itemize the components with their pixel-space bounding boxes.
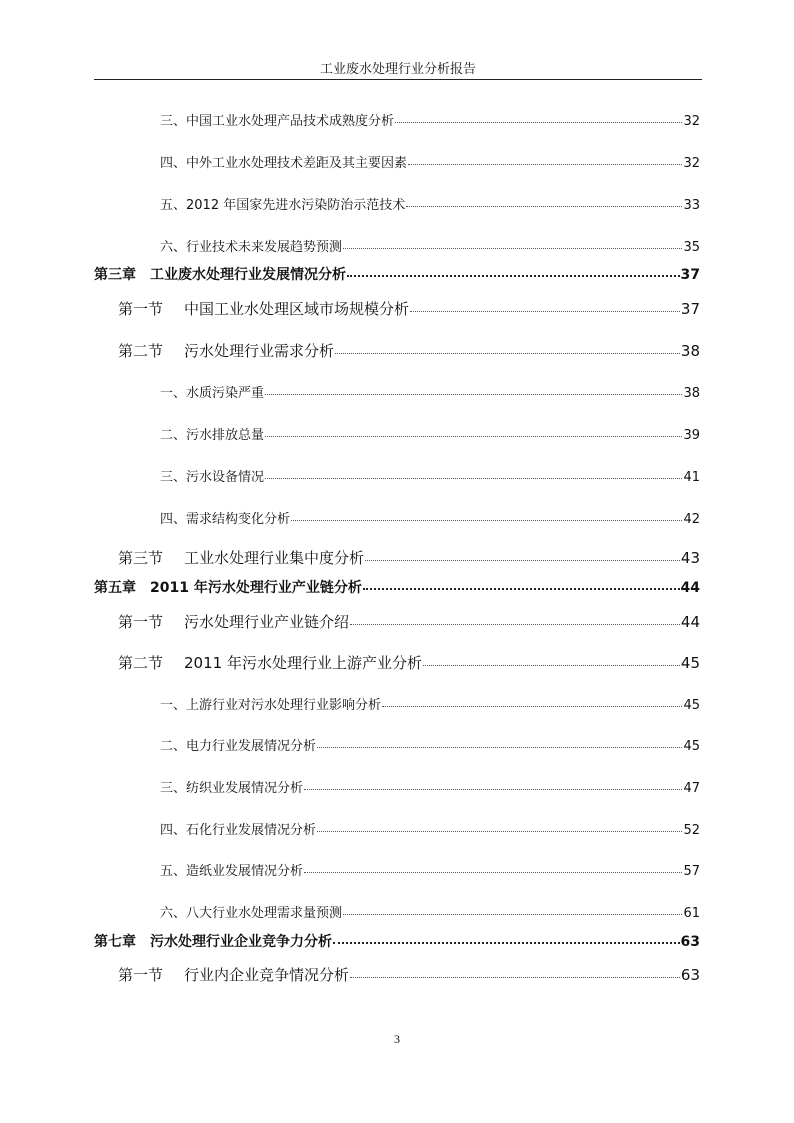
toc-entry-page: 43 [680,549,700,567]
toc-entry-page: 42 [683,512,700,527]
toc-entry-prefix: 四、 [160,512,187,527]
toc-dot-leader [423,665,680,666]
toc-entry-item[interactable] [160,236,700,255]
toc-entry-page: 63 [680,966,700,984]
toc-dot-leader [347,275,680,277]
toc-entry-text [160,466,264,485]
toc-dot-leader [408,164,682,165]
toc-entry-page: 32 [683,114,700,129]
toc-dot-leader [333,942,680,944]
toc-entry-text [160,694,381,713]
toc-entry-prefix: 六、 [160,240,187,255]
toc-entry-item[interactable] [160,110,700,129]
toc-entry-title: 工业废水处理行业发展情况分析 [150,267,346,283]
toc-entry-title: 污水设备情况 [186,470,265,485]
toc-entry-title: 需求结构变化分析 [186,512,291,527]
toc-entry-prefix: 第二节 [118,654,164,672]
toc-entry-prefix: 第五章 [94,580,136,596]
toc-entry-item[interactable] [160,466,700,485]
toc-entry-item[interactable] [160,777,700,796]
toc-dot-leader [406,206,682,207]
toc-dot-leader [335,353,680,354]
toc-entry-item[interactable] [160,819,700,838]
toc-dot-leader [304,789,682,790]
toc-entry-prefix: 第一节 [118,966,164,984]
toc-dot-leader [317,831,682,832]
toc-entry-page: 33 [683,198,700,213]
toc-entry-title: 中国工业水处理产品技术成熟度分析 [186,114,395,129]
toc-dot-leader [343,914,682,915]
toc-entry-page: 47 [683,781,700,796]
toc-entry-item[interactable] [160,194,700,213]
toc-entry-prefix: 一、 [160,698,187,713]
toc-entry-title: 行业内企业竞争情况分析 [184,966,350,984]
toc-entry-section[interactable] [118,611,700,632]
toc-entry-title: 行业技术未来发展趋势预测 [186,240,343,255]
toc-entry-chapter[interactable] [94,577,700,597]
toc-entry-prefix: 三、 [160,470,187,485]
toc-entry-page: 44 [680,580,700,596]
toc-entry-item[interactable] [160,424,700,443]
toc-entry-text [160,424,264,443]
toc-entry-title: 纺织业发展情况分析 [186,781,304,796]
toc-entry-section[interactable] [118,340,700,361]
toc-entry-page: 57 [683,864,700,879]
toc-entry-section[interactable] [118,547,700,568]
toc-entry-text [160,735,316,754]
toc-entry-text [118,964,349,985]
toc-entry-text [160,860,303,879]
toc-entry-page: 32 [683,156,700,171]
toc-entry-prefix: 二、 [160,428,187,443]
toc-dot-leader [365,560,680,561]
toc-dot-leader [317,747,682,748]
toc-dot-leader [304,872,682,873]
toc-entry-title: 水质污染严重 [186,386,265,401]
toc-entry-chapter[interactable] [94,931,700,951]
toc-entry-text [118,298,409,319]
toc-entry-page: 61 [683,906,700,921]
toc-entry-text [94,577,362,597]
toc-entry-title: 石化行业发展情况分析 [186,823,317,838]
toc-entry-text [160,508,290,527]
toc-entry-prefix: 四、 [160,156,187,171]
toc-entry-page: 38 [683,386,700,401]
toc-entry-text [118,547,364,568]
toc-entry-title: 造纸业发展情况分析 [186,864,304,879]
toc-entry-chapter[interactable] [94,264,700,284]
toc-dot-leader [395,122,682,123]
toc-entry-title: 八大行业水处理需求量预测 [186,906,343,921]
toc-entry-text [160,152,407,171]
toc-dot-leader [350,977,680,978]
toc-entry-title: 2012 年国家先进水污染防治示范技术 [186,198,406,213]
toc-entry-item[interactable] [160,152,700,171]
toc-entry-page: 37 [680,300,700,318]
toc-entry-text [160,777,303,796]
toc-entry-text [160,194,405,213]
toc-dot-leader [265,478,682,479]
toc-entry-section[interactable] [118,652,700,673]
toc-dot-leader [363,588,680,590]
toc-entry-item[interactable] [160,860,700,879]
toc-entry-title: 电力行业发展情况分析 [186,739,317,754]
toc-entry-text [94,264,346,284]
toc-entry-prefix: 一、 [160,386,187,401]
toc-entry-prefix: 三、 [160,114,187,129]
toc-entry-page: 45 [683,698,700,713]
toc-entry-prefix: 第一节 [118,300,164,318]
toc-entry-page: 41 [683,470,700,485]
toc-entry-title: 污水处理行业产业链介绍 [184,613,350,631]
toc-entry-section[interactable] [118,298,700,319]
toc-entry-text [160,819,316,838]
toc-entry-title: 2011 年污水处理行业上游产业分析 [184,654,422,672]
toc-entry-prefix: 五、 [160,864,187,879]
toc-entry-text [118,652,422,673]
toc-entry-item[interactable] [160,735,700,754]
toc-entry-page: 45 [683,739,700,754]
toc-entry-section[interactable] [118,964,700,985]
toc-entry-page: 45 [680,654,700,672]
toc-entry-page: 39 [683,428,700,443]
toc-entry-item[interactable] [160,694,700,713]
toc-entry-prefix: 四、 [160,823,187,838]
toc-entry-item[interactable] [160,382,700,401]
toc-entry-title: 工业水处理行业集中度分析 [184,549,365,567]
toc-entry-prefix: 第二节 [118,342,164,360]
toc-entry-page: 63 [680,934,700,950]
toc-entry-page: 44 [680,613,700,631]
toc-entry-title: 上游行业对污水处理行业影响分析 [186,698,382,713]
toc-entry-text [118,611,349,632]
toc-dot-leader [265,394,682,395]
toc-dot-leader [265,436,682,437]
toc-entry-text [160,110,394,129]
toc-dot-leader [291,520,682,521]
header-title: 工业废水处理行业分析报告 [319,62,476,77]
toc-entry-prefix: 三、 [160,781,187,796]
toc-entry-prefix: 第三节 [118,549,164,567]
toc-entry-page: 35 [683,240,700,255]
toc-entry-title: 污水处理行业需求分析 [184,342,335,360]
toc-entry-title: 中国工业水处理区域市场规模分析 [184,300,410,318]
toc-entry-text [160,382,264,401]
toc-entry-text [160,236,342,255]
toc-entry-text [94,931,332,951]
page-number: 3 [394,1032,400,1046]
toc-dot-leader [382,706,682,707]
toc-dot-leader [343,248,682,249]
toc-entry-text [118,340,334,361]
toc-dot-leader [350,624,680,625]
toc-entry-title: 中外工业水处理技术差距及其主要因素 [186,156,408,171]
toc-entry-item[interactable] [160,902,700,921]
toc-entry-prefix: 二、 [160,739,187,754]
toc-dot-leader [410,311,680,312]
toc-entry-prefix: 第一节 [118,613,164,631]
toc-entry-title: 污水处理行业企业竞争力分析 [150,934,332,950]
toc-entry-item[interactable] [160,508,700,527]
toc-entry-text [160,902,342,921]
toc-entry-title: 2011 年污水处理行业产业链分析 [150,580,362,596]
toc-entry-prefix: 第七章 [94,934,136,950]
toc-entry-prefix: 五、 [160,198,187,213]
toc-entry-page: 38 [680,342,700,360]
toc-entry-prefix: 第三章 [94,267,136,283]
toc-entry-title: 污水排放总量 [186,428,265,443]
toc-entry-page: 52 [683,823,700,838]
toc-entry-page: 37 [680,267,700,283]
toc-entry-prefix: 六、 [160,906,187,921]
